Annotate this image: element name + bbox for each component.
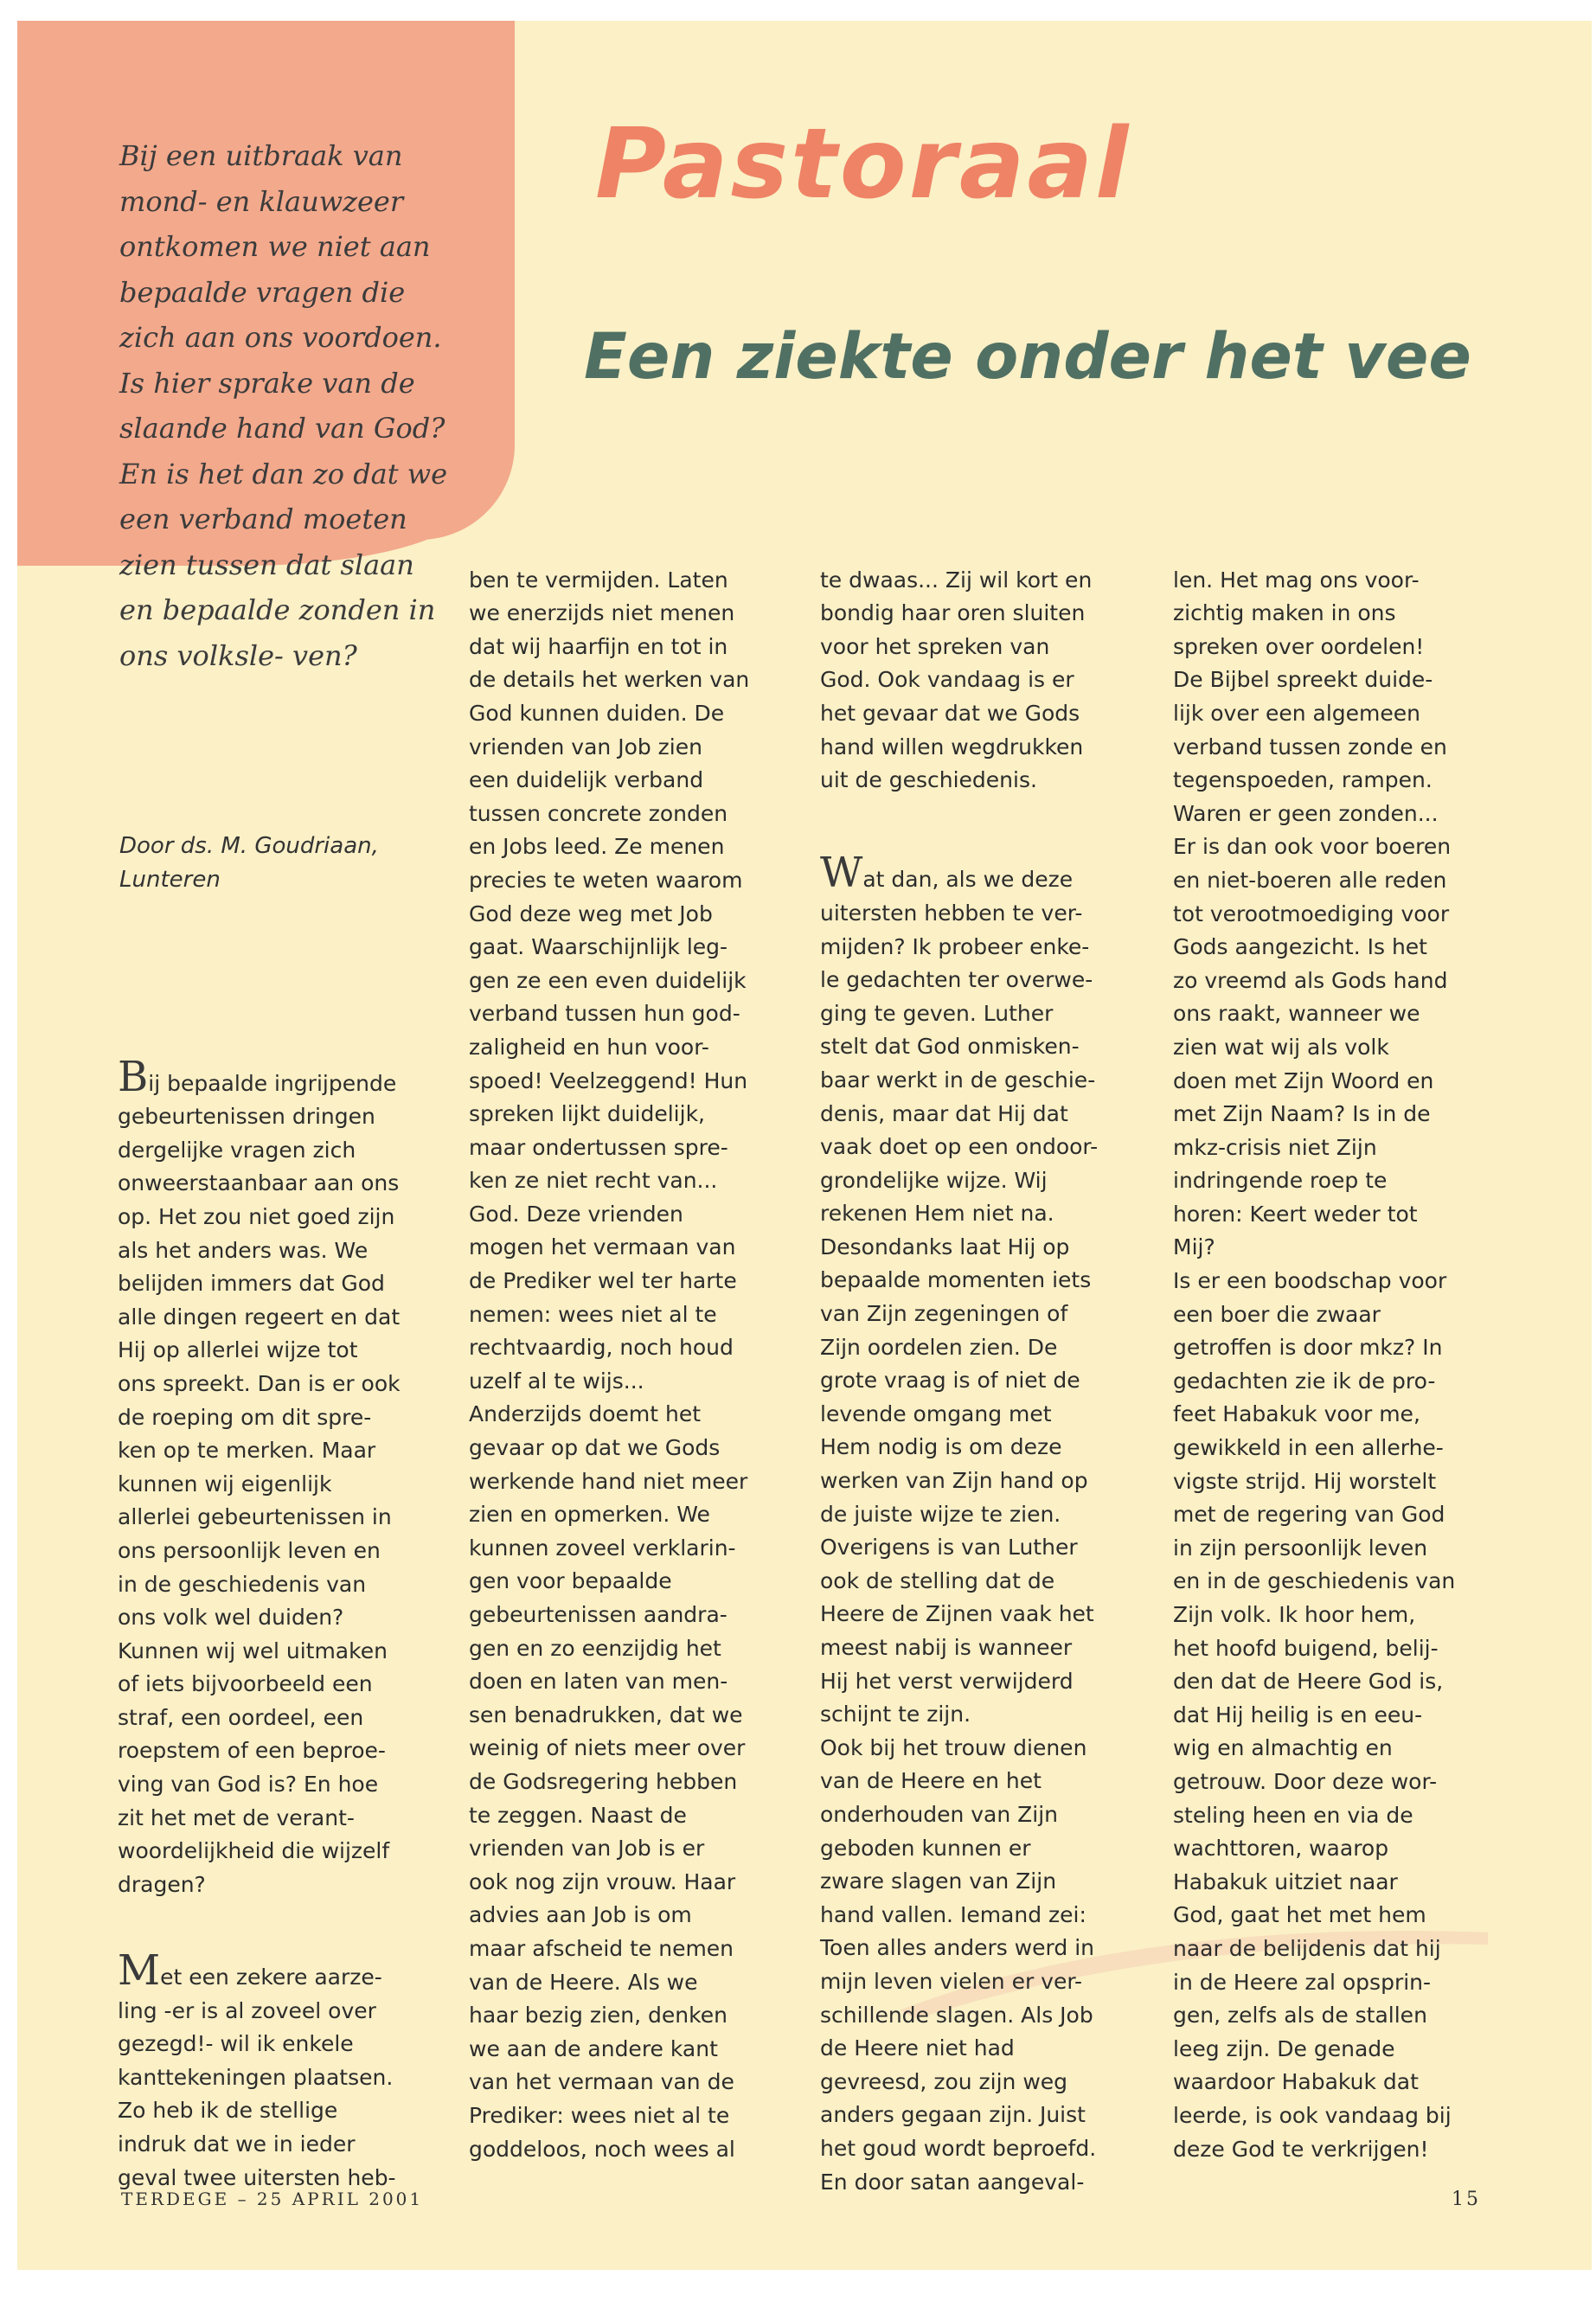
body-column-4 bbox=[1173, 530, 1519, 2200]
paragraph-first-line: at dan, als we deze bbox=[862, 867, 1074, 893]
page-number: 15 bbox=[1452, 2189, 1481, 2210]
intro-text: Bij een uitbraak van mond- en klauwzeer ontkomen we niet aan bepaalde vragen die zich aan ons voordoen. Is hier sprake van de slaande hand van God? En is het dan zo dat we een verband moeten zien tussen dat slaan en bepaalde zonden in ons volksle- ven? bbox=[119, 139, 448, 672]
paragraph: len. Het mag ons voor- zichtig maken in ons spreken over oordelen! De Bijbel spreekt duide- lijk over een algemeen verband tussen zonde en tegenspoeden, rampen. Waren er geen zonden... Er is dan ook voor boeren en niet-boeren alle reden tot verootmoediging voor Gods aangezicht. Is het zo vreemd als Gods hand ons raakt, wanneer we zien wat wij als volk doen met Zijn Woord en met Zijn Naam? Is in de mkz-crisis niet Zijn indringende roep te horen: Keert weder tot Mij? Is er een boodschap voor een boer die zwaar getroffen is door mkz? In gedachten zie ik de pro- feet Habakuk voor me, gewikkeld in een allerhe- vigste strijd. Hij worstelt met de regering van God in zijn persoonlijk leven en in de geschiedenis van Zijn volk. Ik hoor hem, het hoofd buigend, belij- den dat de Heere God is, dat Hij heilig is en eeu- wig en almachtig en getrouw. Door deze wor- steling heen en via de wachttoren, waarop Habakuk uitziet naar God, gaat het met hem naar de belijdenis dat hij in de Heere zal opsprin- gen, zelfs als de stallen leeg zijn. De genade waardoor Habakuk dat leerde, is ook vandaag bij deze God te verkrijgen! bbox=[1173, 567, 1456, 2162]
drop-cap: M bbox=[118, 1946, 161, 1996]
body-column-1 bbox=[118, 1027, 455, 2228]
footer-publication: TERDEGE – 25 APRIL 2001 bbox=[121, 2189, 424, 2209]
paragraph-body: ling -er is al zoveel over gezegd!- wil ik enkele kanttekeningen plaatsen. Zo heb ik de stellige indruk dat we in ieder geval twee uitersten heb- bbox=[118, 1997, 396, 2190]
magazine-page bbox=[17, 21, 1592, 2270]
paragraph: ben te vermijden. Laten we enerzijds niet menen dat wij haarfijn en tot in de details het werken van God kunnen duiden. De vrienden van Job zien een duidelijk verband tussen concrete zonden en Jobs leed. Ze menen precies te weten waarom God deze weg met Job gaat. Waarschijnlijk leg- gen ze een even duidelijk verband tussen hun god- zaligheid en hun voor- spoed! Veelzeggend! Hun spreken lijkt duidelijk, maar ondertussen spre- ken ze niet recht van... God. Deze vrienden mogen het vermaan van de Prediker wel ter harte nemen: wees niet al te rechtvaardig, noch houd uzelf al te wijs... Anderzijds doemt het gevaar op dat we Gods werkende hand niet meer zien en opmerken. We kunnen zoveel verklarin- gen voor bepaalde gebeurtenissen aandra- gen en zo eenzijdig het doen en laten van men- sen benadrukken, dat we weinig of niets meer over de Godsregering hebben te zeggen. Naast de vrienden van Job is er ook nog zijn vrouw. Haar advies aan Job is om maar afscheid te nemen van de Heere. Als we haar bezig zien, denken we aan de andere kant van het vermaan van de Prediker: wees niet al te goddeloos, noch wees al bbox=[469, 567, 750, 2162]
paragraph-body: uitersten hebben te ver- mijden? Ik probeer enke- le gedachten ter overwe- ging te geven. Luther stelt dat God onmisken- baar werkt in de geschie- denis, maar dat Hij dat vaak doet op een ondoor- grondelijke wijze. Wij rekenen Hem niet na. Desondanks laat Hij op bepaalde momenten iets van Zijn zegeningen of Zijn oordelen zien. De grote vraag is of niet de levende omgang met Hem nodig is om deze werken van Zijn hand op de juiste wijze te zien. Overigens is van Luther ook de stelling dat de Heere de Zijnen vaak het meest nabij is wanneer Hij het verst verwijderd schijnt te zijn. Ook bij het trouw dienen van de Heere en het onderhouden van Zijn geboden kunnen er zware slagen van Zijn hand vallen. Iemand zei: Toen alles anders werd in mijn leven vielen er ver- schillende slagen. Als Job de Heere niet had gevreesd, zou zijn weg anders gegaan zijn. Juist het goud wordt beproefd. En door satan aangeval- bbox=[820, 900, 1099, 2195]
paragraph-first-line: et een zekere aarze- bbox=[160, 1965, 382, 1990]
body-column-2 bbox=[469, 530, 806, 2200]
paragraph bbox=[820, 849, 1157, 2199]
paragraph: te dwaas... Zij wil kort en bondig haar oren sluiten voor het spreken van God. Ook vandaag is er het gevaar dat we Gods hand willen wegdrukken uit de geschiedenis. bbox=[820, 567, 1093, 793]
paragraph-first-line: ij bepaalde ingrijpende bbox=[148, 1070, 397, 1096]
drop-cap: B bbox=[118, 1052, 149, 1101]
paragraph bbox=[118, 1052, 455, 1902]
author-byline: Door ds. M. Goudriaan, Lunteren bbox=[119, 833, 379, 893]
paragraph bbox=[118, 1946, 455, 2195]
body-column-3 bbox=[820, 530, 1157, 2233]
drop-cap: W bbox=[820, 849, 863, 898]
section-label: Pastoraal bbox=[595, 108, 1131, 221]
article-title: Een ziekte onder het vee bbox=[584, 320, 1471, 394]
paragraph-body: gebeurtenissen dringen dergelijke vragen zich onweerstaanbaar aan ons op. Het zou niet goed zijn als het anders was. We belijden immers dat God alle dingen regeert en dat Hij op allerlei wijze tot ons spreekt. Dan is er ook de roeping om dit spre- ken op te merken. Maar kunnen wij eigenlijk allerlei gebeurtenissen in ons persoonlijk leven en in de geschiedenis van ons volk wel duiden? Kunnen wij wel uitmaken of iets bijvoorbeeld een straf, een oordeel, een roepstem of een beproe- ving van God is? En hoe zit het met de verant- woordelijkheid die wijzelf dragen? bbox=[118, 1104, 401, 1897]
